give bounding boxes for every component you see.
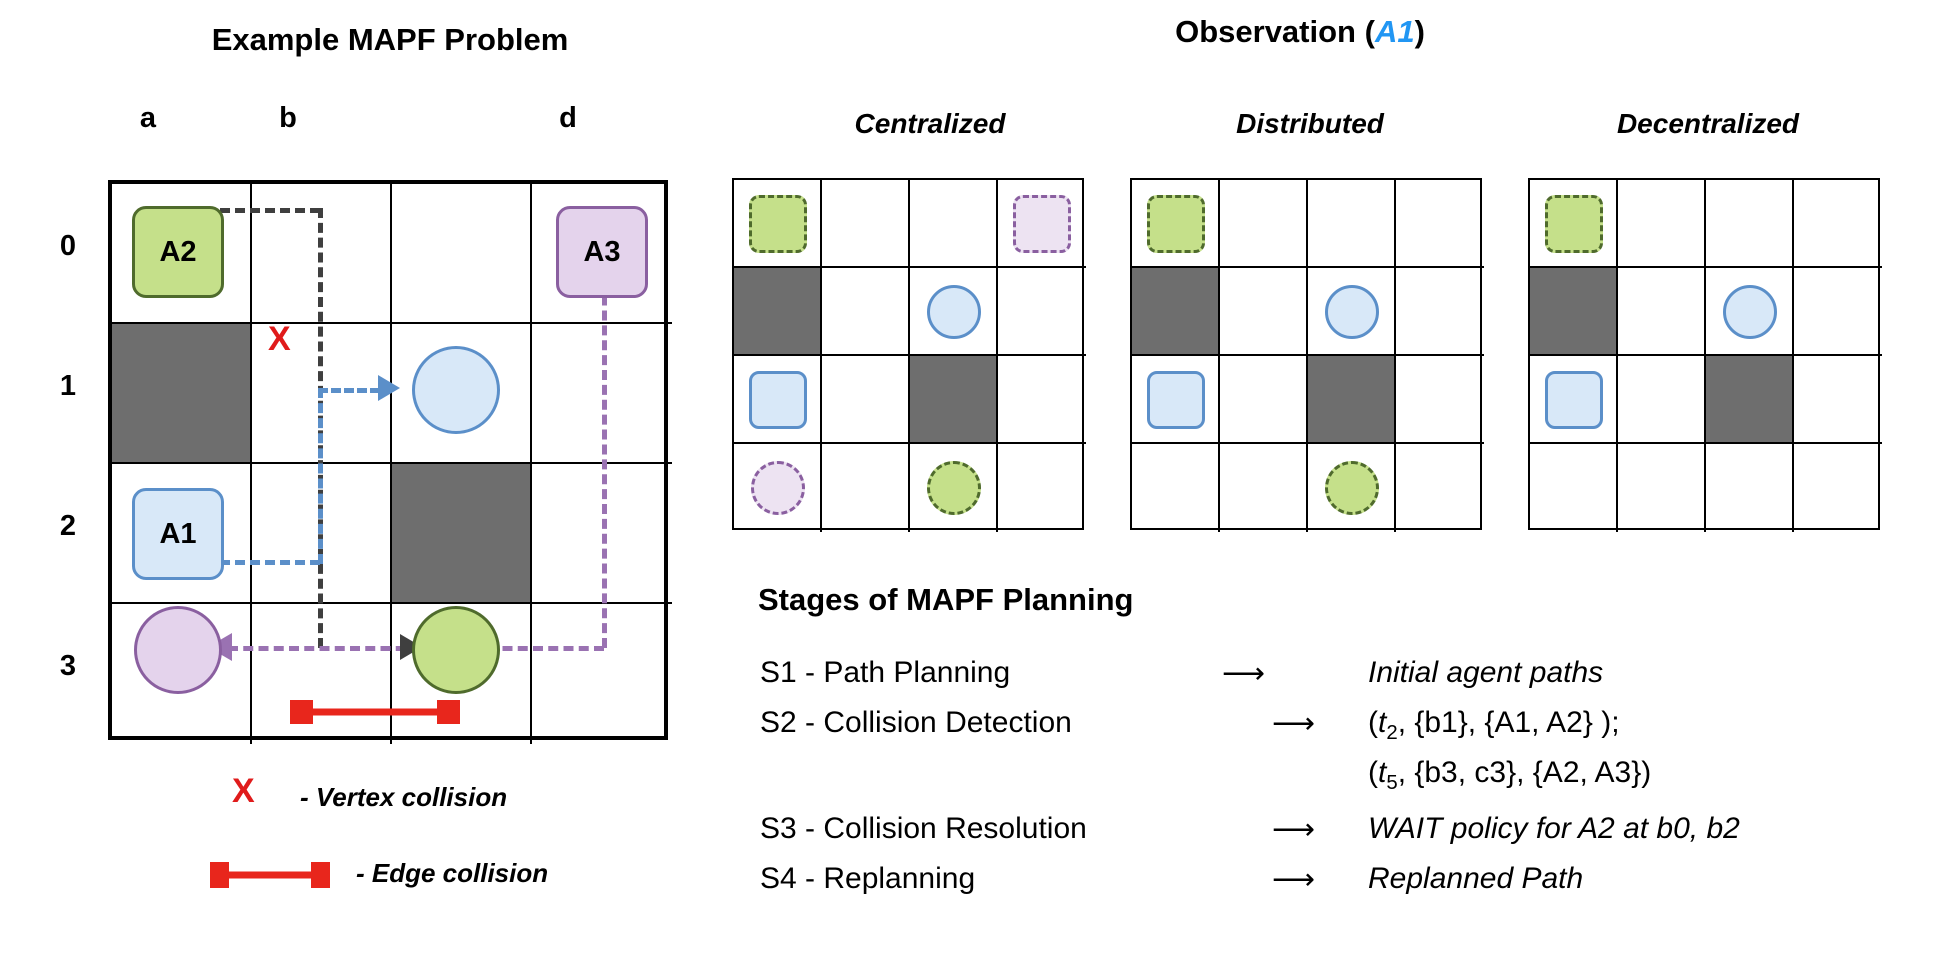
stage-output-s2-line2-text: ($t_5$, {b3, c3}, {A2, A3}) [1368, 756, 1652, 794]
path-a1-segment-h1 [220, 560, 320, 565]
goal-circle-a3[interactable] [134, 606, 222, 694]
agent-token-a2[interactable]: A2 [132, 206, 224, 298]
legend-vertex-symbol: X [232, 772, 255, 810]
legend-vertex-label: - Vertex collision [300, 782, 508, 812]
xv-cell-a3 [1530, 444, 1618, 532]
legend-edge-label: - Edge collision [356, 858, 549, 888]
goal-circle-a2[interactable] [412, 606, 500, 694]
cv-token-a2[interactable] [749, 195, 807, 253]
grid-cell-c2-obstacle [392, 464, 532, 604]
vertex-collision-marker: X [268, 320, 291, 358]
view-title-decentralized: Decentralized [1616, 108, 1800, 139]
grid-distributed [1130, 178, 1482, 530]
column-label-a: a [139, 102, 157, 134]
dv-cell-c0 [1308, 180, 1396, 268]
row-label-3: 3 [59, 650, 77, 682]
stage-arrow-s1: ⟶ [1222, 657, 1266, 690]
grid-cell-c0 [392, 184, 532, 324]
stage-label-s3: S3 - Collision Resolution [760, 812, 1087, 845]
cv-cell-b0 [822, 180, 910, 268]
path-a1-segment-h2 [318, 388, 380, 393]
observation-agent: A1 [1374, 14, 1415, 49]
cv-cell-b2 [822, 356, 910, 444]
xv-cell-c3 [1706, 444, 1794, 532]
stage-label-s2: S2 - Collision Detection [760, 706, 1072, 739]
xv-token-a1[interactable] [1545, 371, 1603, 429]
row-label-1: 1 [59, 370, 77, 402]
xv-cell-c2-obstacle [1706, 356, 1794, 444]
stages-title: Stages of MAPF Planning [758, 582, 1134, 617]
edge-collision-arrow [290, 700, 460, 724]
stage-output-s2-line1-text: ($t_2$, {b1}, {A1, A2} ); [1368, 706, 1620, 744]
view-title-centralized: Centralized [854, 108, 1006, 139]
stage-output-s1: Initial agent paths [1368, 656, 1604, 689]
cv-cell-c0 [910, 180, 998, 268]
left-panel-title: Example MAPF Problem [211, 22, 569, 57]
observation-paren-close: ) [1414, 14, 1425, 49]
xv-cell-a1-obstacle [1530, 268, 1618, 356]
cv-goal-a3[interactable] [751, 461, 805, 515]
xv-cell-b1 [1618, 268, 1706, 356]
agent-token-a1[interactable]: A1 [132, 488, 224, 580]
dv-token-a1[interactable] [1147, 371, 1205, 429]
legend-edge-symbol [210, 862, 330, 888]
cv-token-a3[interactable] [1013, 195, 1071, 253]
cv-cell-b1 [822, 268, 910, 356]
dv-cell-b3 [1220, 444, 1308, 532]
dv-cell-d0 [1396, 180, 1484, 268]
xv-cell-c0 [1706, 180, 1794, 268]
grid-decentralized [1528, 178, 1880, 530]
stage-label-s4: S4 - Replanning [760, 862, 976, 895]
column-label-d: d [559, 102, 577, 134]
cv-cell-c2-obstacle [910, 356, 998, 444]
cv-goal-a2[interactable] [927, 461, 981, 515]
stage-output-s3: WAIT policy for A2 at b0, b2 [1368, 812, 1740, 845]
stage-output-s2-line2 [1368, 756, 1651, 795]
path-a1-arrowhead [378, 375, 400, 401]
stage-arrow-s2: ⟶ [1272, 707, 1316, 740]
cv-cell-d3 [998, 444, 1086, 532]
goal-circle-a1[interactable] [412, 346, 500, 434]
dv-goal-a1[interactable] [1325, 285, 1379, 339]
grid-cell-a1-obstacle [112, 324, 252, 464]
stage-arrow-s3: ⟶ [1272, 813, 1316, 846]
agent-token-a3[interactable]: A3 [556, 206, 648, 298]
xv-cell-b0 [1618, 180, 1706, 268]
dv-cell-b2 [1220, 356, 1308, 444]
path-a2-segment-h [220, 208, 320, 213]
grid-centralized [732, 178, 1084, 530]
view-title-distributed: Distributed [1236, 108, 1384, 139]
path-a1-segment-v [318, 388, 323, 564]
xv-cell-b3 [1618, 444, 1706, 532]
stage-output-s2-line1 [1368, 706, 1620, 745]
cv-goal-a1[interactable] [927, 285, 981, 339]
xv-goal-a1[interactable] [1723, 285, 1777, 339]
dv-cell-b1 [1220, 268, 1308, 356]
row-label-0: 0 [59, 230, 77, 262]
cv-token-a1[interactable] [749, 371, 807, 429]
xv-cell-d0 [1794, 180, 1882, 268]
dv-cell-a3 [1132, 444, 1220, 532]
cv-cell-b3 [822, 444, 910, 532]
xv-cell-d3 [1794, 444, 1882, 532]
column-label-b: b [279, 102, 297, 134]
xv-cell-d1 [1794, 268, 1882, 356]
cv-cell-d2 [998, 356, 1086, 444]
dv-goal-a2[interactable] [1325, 461, 1379, 515]
row-label-2: 2 [59, 510, 77, 542]
observation-title [980, 14, 1620, 50]
dv-cell-d1 [1396, 268, 1484, 356]
observation-title-text: Observation [1175, 14, 1356, 49]
dv-cell-d3 [1396, 444, 1484, 532]
stage-output-s4: Replanned Path [1368, 862, 1584, 895]
dv-cell-a1-obstacle [1132, 268, 1220, 356]
stage-label-s1: S1 - Path Planning [760, 656, 1011, 689]
observation-paren-open: ( [1364, 14, 1375, 49]
cv-cell-a1-obstacle [734, 268, 822, 356]
xv-token-a2[interactable] [1545, 195, 1603, 253]
xv-cell-d2 [1794, 356, 1882, 444]
dv-cell-b0 [1220, 180, 1308, 268]
dv-token-a2[interactable] [1147, 195, 1205, 253]
dv-cell-d2 [1396, 356, 1484, 444]
xv-cell-b2 [1618, 356, 1706, 444]
cv-cell-d1 [998, 268, 1086, 356]
dv-cell-c2-obstacle [1308, 356, 1396, 444]
stage-arrow-s4: ⟶ [1272, 863, 1316, 896]
